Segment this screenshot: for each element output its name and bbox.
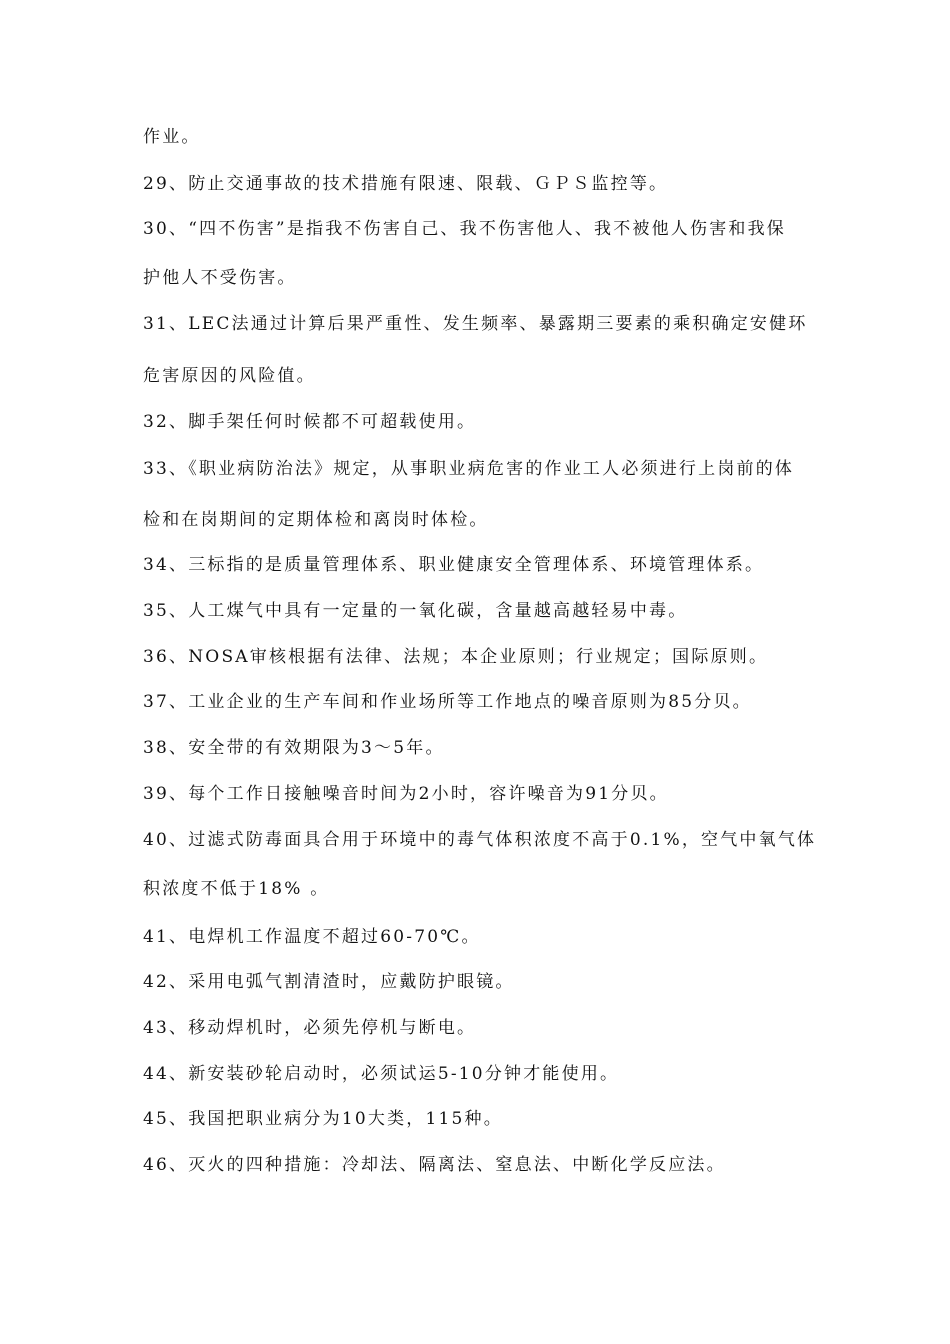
item-39: 39、每个工作日接触噪音时间为2小时，容许噪音为91分贝。: [143, 784, 669, 804]
item-30-continuation: 护他人不受伤害。: [143, 268, 297, 288]
item-33: 33、《职业病防治法》规定，从事职业病危害的作业工人必须进行上岗前的体: [143, 459, 795, 479]
item-31: 31、LEC法通过计算后果严重性、发生频率、暴露期三要素的乘积确定安健环: [143, 314, 808, 334]
item-46: 46、灭火的四种措施：冷却法、隔离法、窒息法、中断化学反应法。: [143, 1155, 726, 1175]
item-36: 36、NOSA审核根据有法律、法规；本企业原则；行业规定；国际原则。: [143, 647, 769, 667]
item-30: 30、“四不伤害”是指我不伤害自己、我不伤害他人、我不被他人伤害和我保: [143, 219, 787, 239]
item-38: 38、安全带的有效期限为3～5年。: [143, 738, 445, 758]
item-45: 45、我国把职业病分为10大类，115种。: [143, 1109, 503, 1129]
text-line-continuation-28: 作业。: [143, 127, 201, 147]
item-42: 42、采用电弧气割清渣时，应戴防护眼镜。: [143, 972, 515, 992]
item-29: 29、防止交通事故的技术措施有限速、限载、ＧＰＳ监控等。: [143, 174, 669, 194]
item-32: 32、脚手架任何时候都不可超载使用。: [143, 412, 477, 432]
item-33-continuation: 检和在岗期间的定期体检和离岗时体检。: [143, 510, 489, 530]
item-43: 43、移动焊机时，必须先停机与断电。: [143, 1018, 477, 1038]
item-35: 35、人工煤气中具有一定量的一氧化碳，含量越高越轻易中毒。: [143, 601, 688, 621]
item-37: 37、工业企业的生产车间和作业场所等工作地点的噪音原则为85分贝。: [143, 692, 752, 712]
item-40-continuation: 积浓度不低于18% 。: [143, 879, 330, 899]
item-44: 44、新安装砂轮启动时，必须试运5-10分钟才能使用。: [143, 1064, 620, 1084]
item-41: 41、电焊机工作温度不超过60-70℃。: [143, 927, 481, 947]
item-40: 40、过滤式防毒面具合用于环境中的毒气体积浓度不高于0.1%，空气中氧气体: [143, 830, 817, 850]
item-34: 34、三标指的是质量管理体系、职业健康安全管理体系、环境管理体系。: [143, 555, 765, 575]
item-31-continuation: 危害原因的风险值。: [143, 366, 316, 386]
